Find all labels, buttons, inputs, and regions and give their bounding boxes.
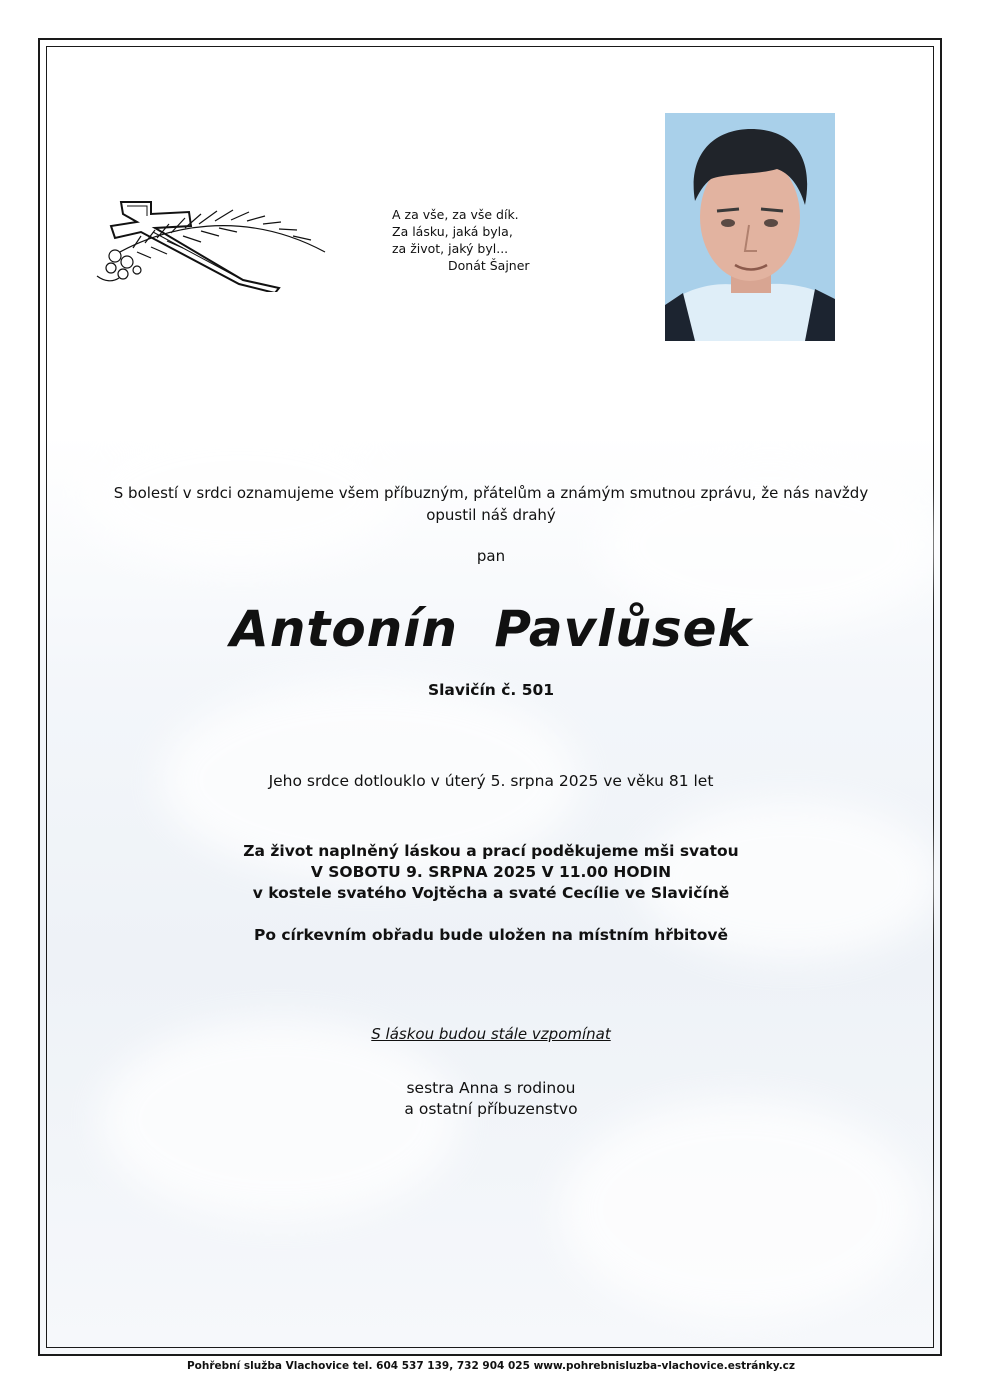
announcement-line: opustil náš drahý [426,506,556,524]
cross-with-palm-icon [93,196,329,292]
footer-contact: Pohřební služba Vlachovice tel. 604 537 139, 732 904 025 www.pohrebnisluzba-vlachovice.estránky.cz [186,1360,796,1372]
death-notice: Jeho srdce dotlouklo v úterý 5. srpna 2025 ve věku 81 let [268,772,714,790]
poem-line: A za vše, za vše dík. [392,207,519,222]
burial-notice: Po církevním obřadu bude uložen na místním hřbitově [253,926,729,944]
mass-line: Za život naplněný láskou a prací poděkujeme mši svatou [243,842,739,860]
memory-line: S láskou budou stále vzpomínat [371,1025,611,1043]
mass-details [0,841,982,904]
announcement [0,482,982,526]
mass-place: v kostele svatého Vojtěcha a svaté Cecílie ve Slavičíně [252,884,730,902]
portrait-image [665,113,835,341]
poem-line: za život, jaký byl... [392,241,509,256]
poem-author: Donát Šajner [448,258,530,273]
poem-line: Za lásku, jaká byla, [392,224,513,239]
mass-date: V SOBOTU 9. SRPNA 2025 V 11.00 HODIN [310,863,672,881]
portrait-photo [665,113,835,341]
deceased-address: Slavičín č. 501 [427,681,555,699]
deceased-name: Antonín Pavlůsek [230,600,752,658]
family-line: sestra Anna s rodinou [406,1079,576,1097]
announcement-line: S bolestí v srdci oznamujeme všem příbuzným, přátelům a známým smutnou zprávu, že nás navždy [113,484,869,502]
salutation: pan [476,547,506,565]
poem-block [392,206,530,274]
family-line: a ostatní příbuzenstvo [404,1100,578,1118]
family-signature [0,1078,982,1120]
